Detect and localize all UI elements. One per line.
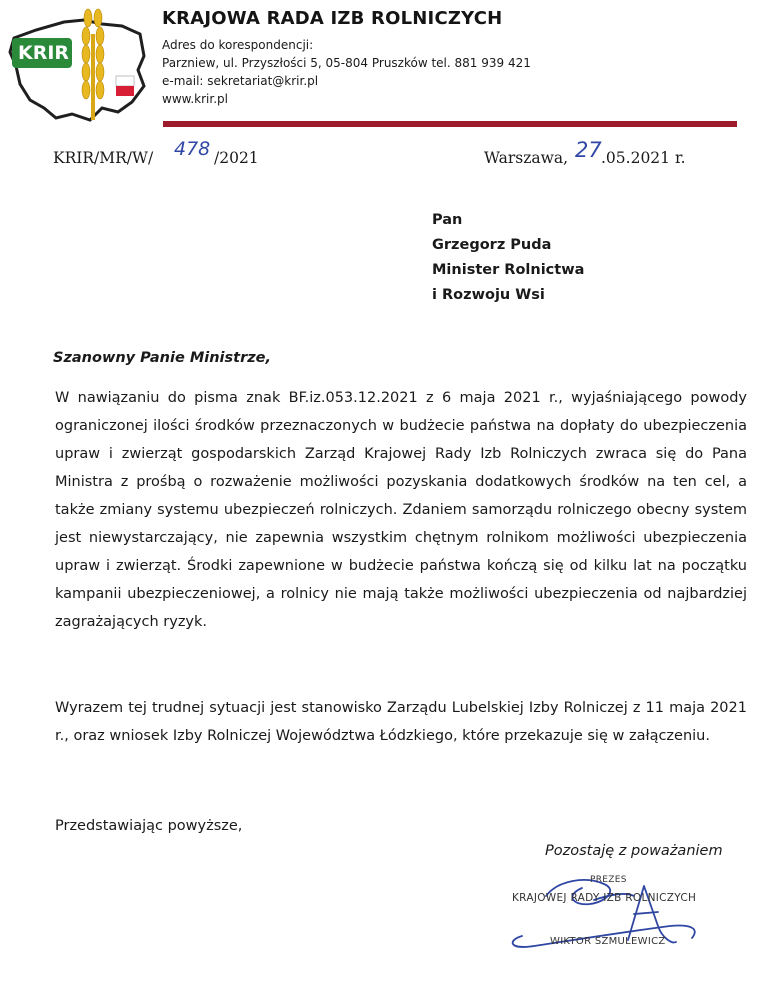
- date-place: Warszawa,: [484, 149, 569, 167]
- postal-address: Parzniew, ul. Przyszłości 5, 05-804 Pruszków tel. 881 939 421: [162, 56, 531, 70]
- signature-title: PREZES: [590, 875, 627, 885]
- body-paragraph: Wyrazem tej trudnej sytuacji jest stanowisko Zarządu Lubelskiej Izby Rolniczej z 11 maja 2021 r., oraz wniosek Izby Rolniczej Województwa Łódzkiego, które przekazuje się w załączeniu.: [55, 700, 747, 744]
- reference-year: /2021: [214, 149, 259, 167]
- signature-organization: KRAJOWEJ RADY IZB ROLNICZYCH: [512, 892, 697, 904]
- reference-prefix: KRIR/MR/W/: [53, 149, 154, 167]
- krir-logo: [6, 4, 154, 128]
- email-address: e-mail: sekretariat@krir.pl: [162, 74, 319, 88]
- recipient-line: Pan: [432, 212, 463, 228]
- recipient-title-cont: i Rozwoju Wsi: [432, 287, 545, 303]
- signatory-name: WIKTOR SZMULEWICZ: [550, 936, 666, 947]
- header-divider: [163, 121, 737, 127]
- organization-name: KRAJOWA RADA IZB ROLNICZYCH: [162, 8, 503, 29]
- closing-phrase: Pozostaję z poważaniem: [545, 843, 723, 859]
- logo-text: KRIR: [18, 42, 70, 64]
- body-paragraph: W nawiązaniu do pisma znak BF.iz.053.12.2021 z 6 maja 2021 r., wyjaśniającego powody ograniczonej ilości środków przeznaczonych w budżecie państwa na dopłaty do ubezpieczenia upraw i zwierząt gospodarskich Zarząd Krajowej Rady Izb Rolniczych zwraca się do Pana Ministra z prośbą o rozważenie możliwości pozyskania dodatkowych środków na ten cel, a także zmiany systemu ubezpieczeń rolniczych. Zdaniem samorządu rolniczego obecny system jest niewystarczający, nie zapewnia wszystkim chętnym rolnikom możliwości ubezpieczenia upraw i zwierząt. Środki zapewnione w budżecie państwa kończą się od kilku lat na początku kampanii ubezpieczeniowej, a rolnicy nie mają także możliwości ubezpieczenia od najbardziej zagrażających ryzyk.: [55, 390, 747, 630]
- recipient-title: Minister Rolnictwa: [432, 262, 585, 278]
- body-paragraph: Przedstawiając powyższe,: [55, 818, 243, 834]
- reference-number-handwritten: 478: [174, 138, 211, 160]
- website-address: www.krir.pl: [162, 92, 228, 106]
- date-day-handwritten: 27: [575, 138, 602, 162]
- address-label: Adres do korespondencji:: [162, 38, 314, 52]
- salutation: Szanowny Panie Ministrze,: [53, 350, 272, 366]
- recipient-name: Grzegorz Puda: [432, 237, 552, 253]
- date-month-year: .05.2021 r.: [601, 149, 686, 167]
- poland-map-wheat-icon: [6, 4, 154, 128]
